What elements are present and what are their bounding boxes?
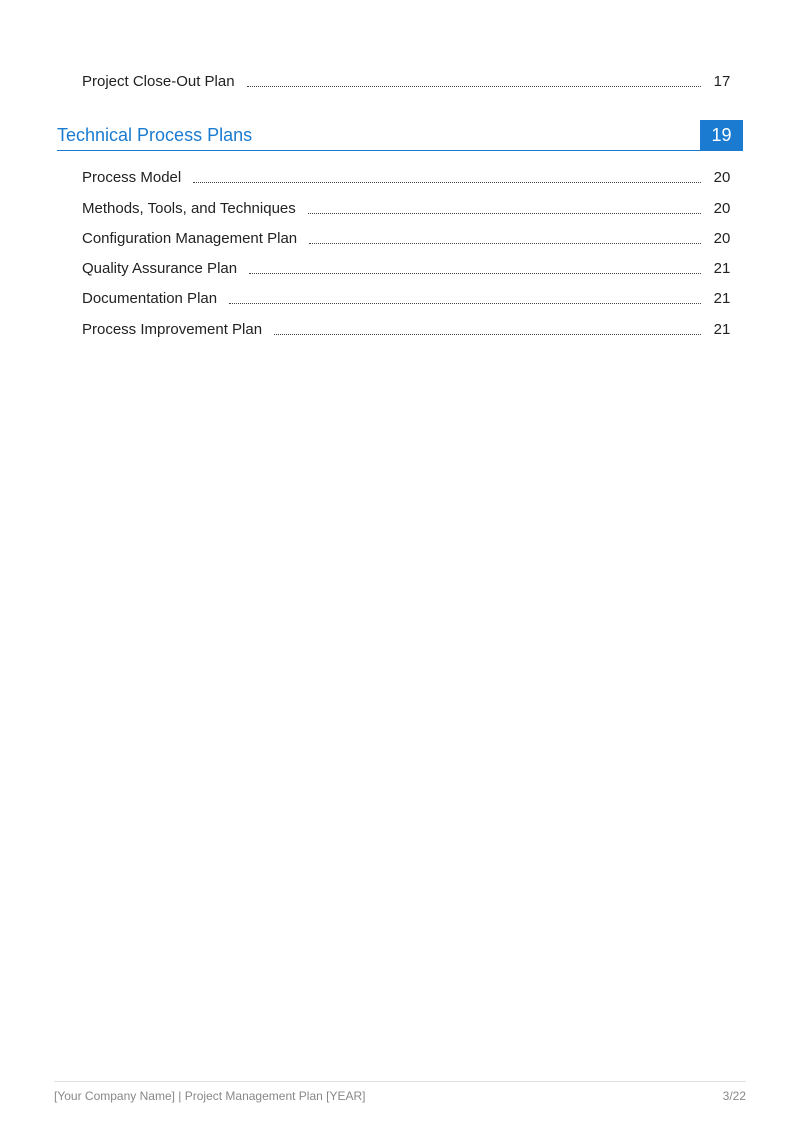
footer-document-title: [Your Company Name] | Project Management Plan [YEAR] (54, 1089, 366, 1103)
toc-entry-label: Process Improvement Plan (82, 320, 263, 338)
toc-page-number: 21 (713, 259, 731, 277)
toc-page-number: 20 (713, 229, 731, 247)
dot-leader (308, 213, 701, 214)
toc-page-number: 21 (713, 320, 731, 338)
toc-entry-label: Project Close-Out Plan (82, 72, 235, 90)
toc-entry[interactable] (82, 286, 743, 310)
toc-entry-label: Configuration Management Plan (82, 229, 298, 247)
toc-entry-label: Methods, Tools, and Techniques (82, 199, 296, 217)
toc-entry[interactable] (82, 256, 743, 280)
section-title: Technical Process Plans (57, 124, 253, 145)
dot-leader (193, 182, 701, 183)
page-footer (54, 1081, 746, 1103)
toc-entry-label: Process Model (82, 168, 182, 186)
toc-entry[interactable] (82, 165, 743, 189)
toc-page-number: 17 (713, 72, 731, 90)
dot-leader (274, 334, 701, 335)
dot-leader (249, 273, 701, 274)
toc-entry[interactable] (82, 69, 743, 93)
footer-page-indicator: 3/22 (722, 1089, 746, 1103)
dot-leader (309, 243, 701, 244)
dot-leader (229, 303, 701, 304)
dot-leader (247, 86, 701, 87)
section-page-number: 19 (700, 120, 743, 150)
toc-entry[interactable] (82, 196, 743, 220)
toc-entry[interactable] (82, 317, 743, 341)
toc-entry-label: Quality Assurance Plan (82, 259, 238, 277)
toc-entry-label: Documentation Plan (82, 289, 218, 307)
toc-page-number: 20 (713, 168, 731, 186)
toc-entry[interactable] (82, 226, 743, 250)
toc-page-number: 20 (713, 199, 731, 217)
toc-page-number: 21 (713, 289, 731, 307)
section-header[interactable] (57, 120, 743, 151)
